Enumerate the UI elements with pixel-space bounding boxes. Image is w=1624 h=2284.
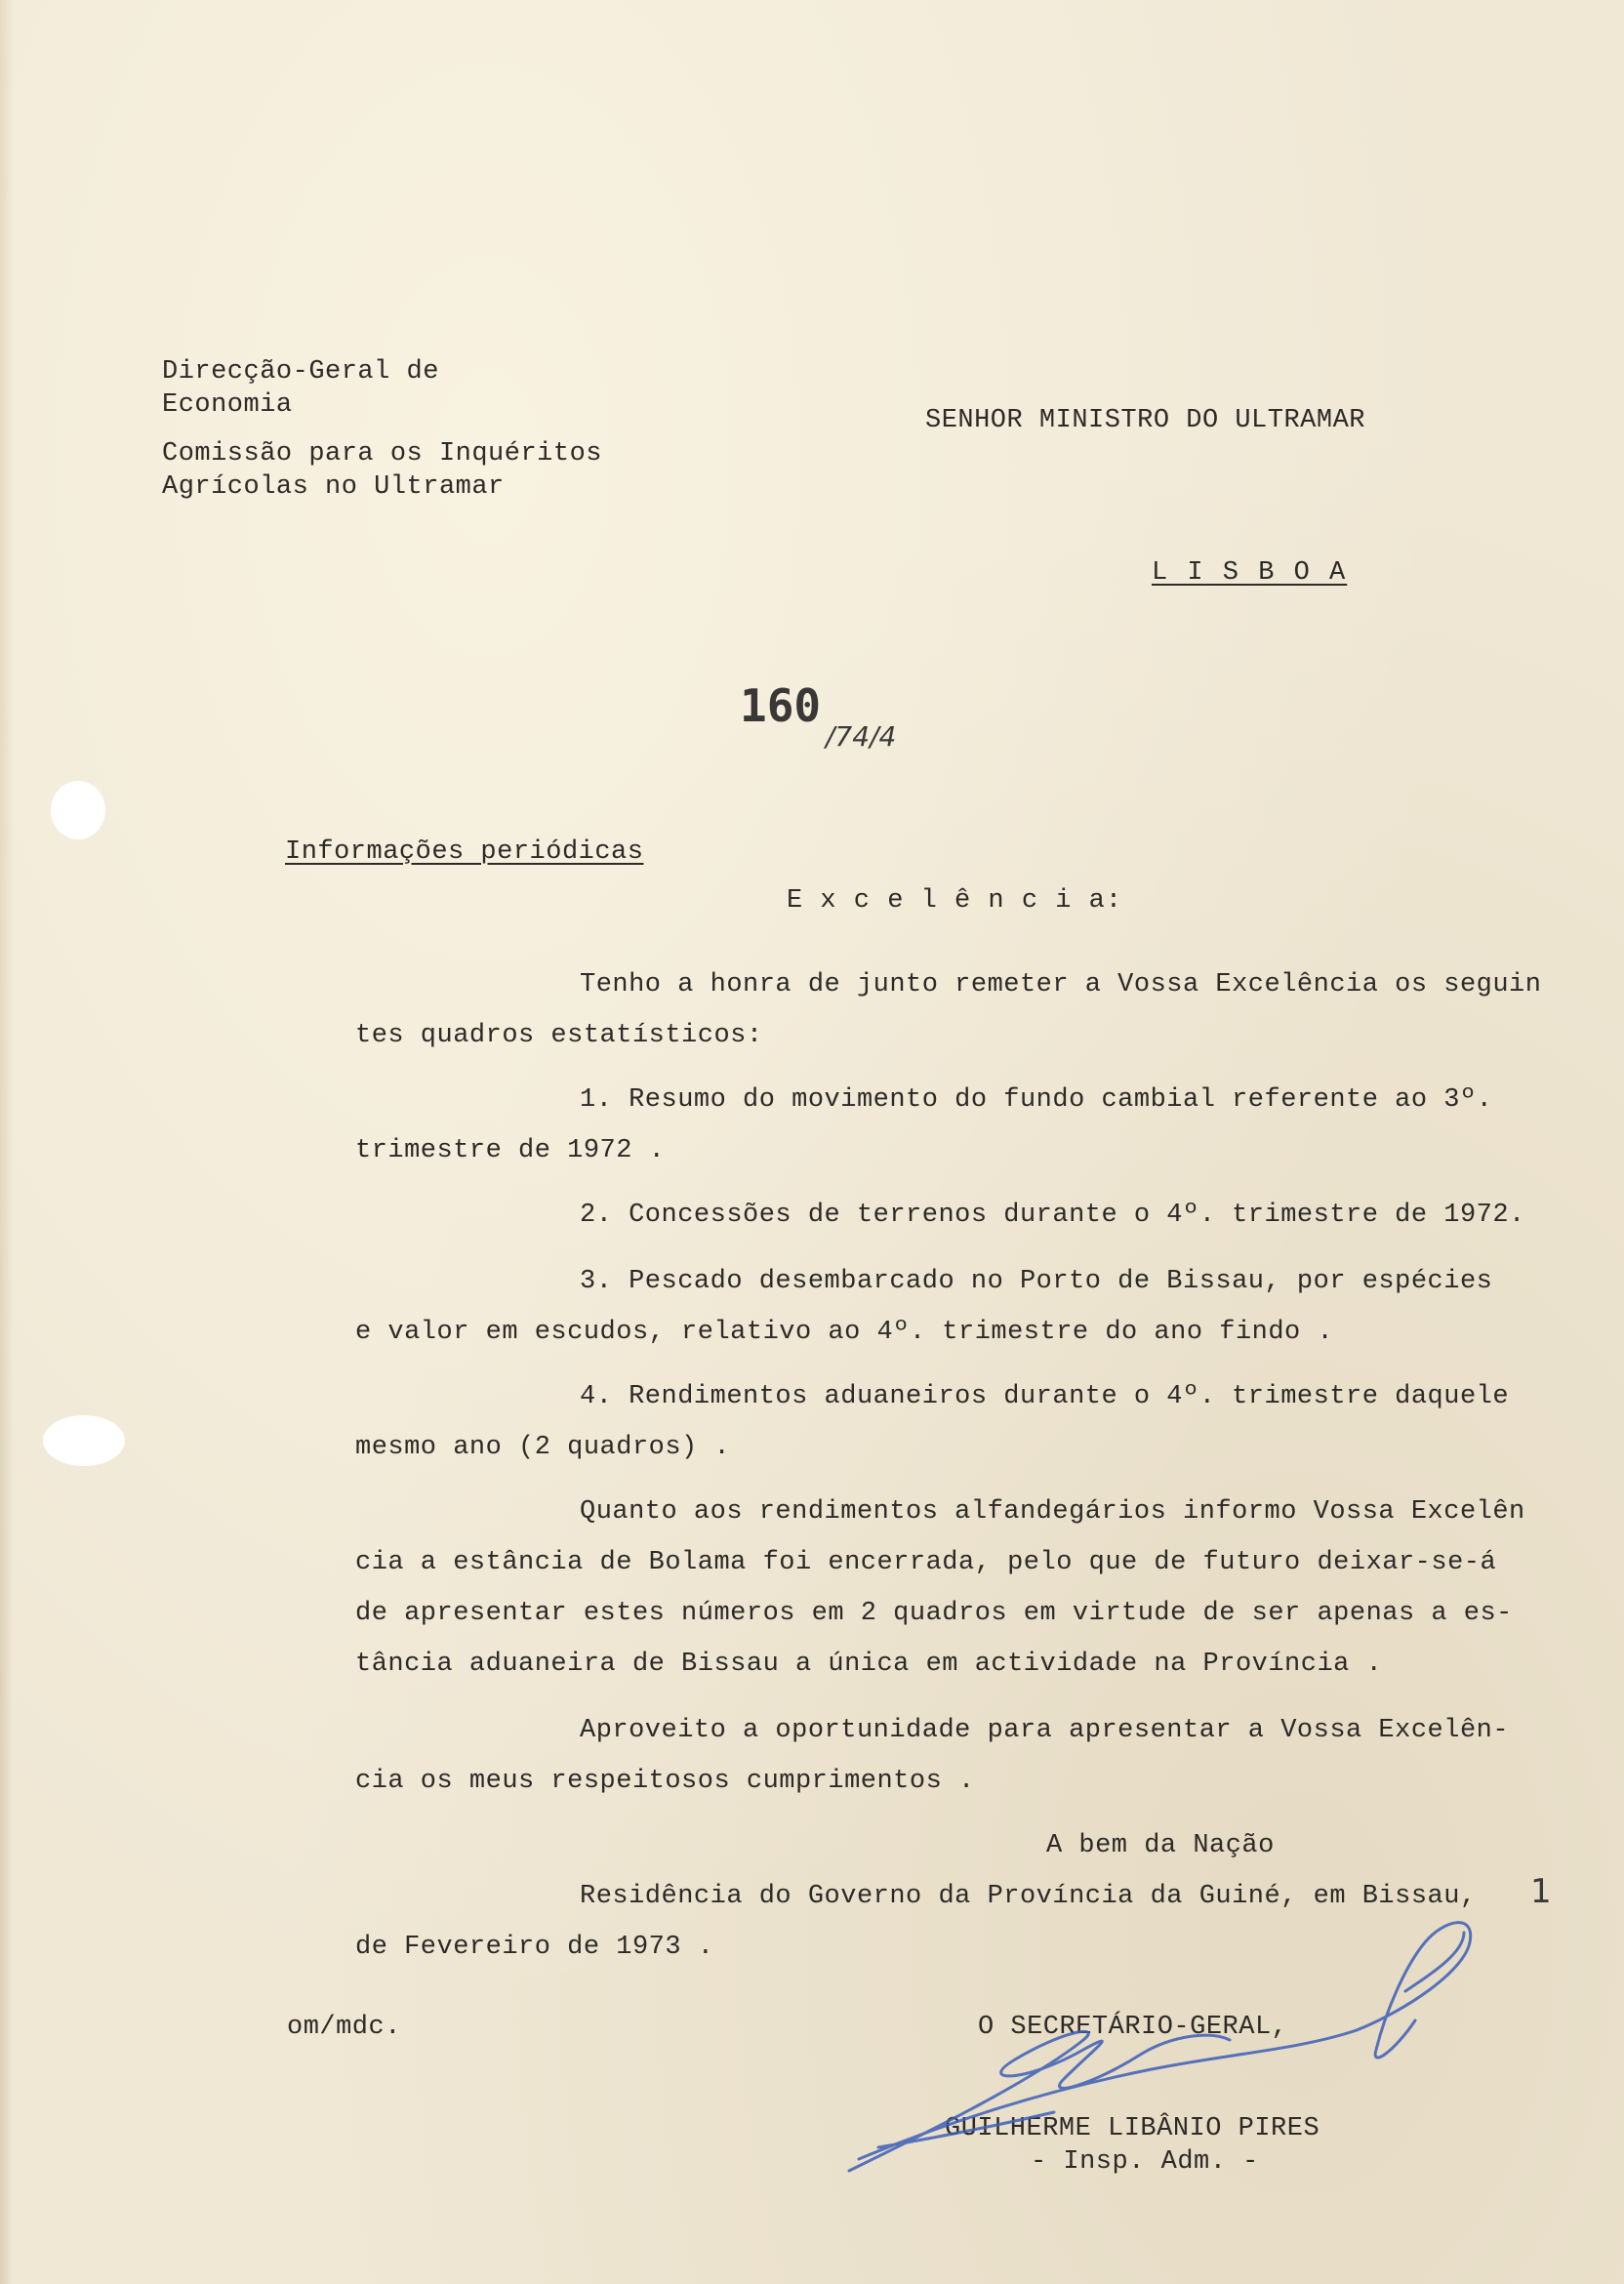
signatory-name: GUILHERME LIBÂNIO PIRES: [945, 2114, 1320, 2143]
para-1-line-1: Quanto aos rendimentos alfandegários informo Vossa Excelên: [580, 1497, 1525, 1527]
intro-line-2: tes quadros estatísticos:: [355, 1021, 763, 1050]
para-1-line-2: cia a estância de Bolama foi encerrada, pelo que de futuro deixar-se-á: [355, 1548, 1497, 1577]
item-2-line-1: 2. Concessões de terrenos durante o 4º. trimestre de 1972.: [580, 1201, 1525, 1230]
item-3-line-2: e valor em escudos, relativo ao 4º. trimestre do ano findo .: [355, 1318, 1334, 1347]
intro-line-1: Tenho a honra de junto remeter a Vossa Excelência os seguin: [580, 970, 1542, 999]
sender-line-1: Direcção-Geral de: [162, 357, 439, 387]
place-line-2: de Fevereiro de 1973 .: [355, 1933, 714, 1962]
punch-hole-top: [51, 781, 105, 839]
signatory-rank: - Insp. Adm. -: [1031, 2147, 1259, 2177]
item-1-line-1: 1. Resumo do movimento do fundo cambial referente ao 3º.: [580, 1085, 1493, 1115]
para-2-line-1: Aproveito a oportunidade para apresentar a Vossa Excelên-: [580, 1716, 1510, 1745]
item-1-line-2: trimestre de 1972 .: [355, 1136, 666, 1165]
para-1-line-3: de apresentar estes números em 2 quadros em virtude de ser apenas a es-: [355, 1599, 1513, 1628]
place-day-handwritten: 1: [1530, 1872, 1552, 1911]
item-3-line-1: 3. Pescado desembarcado no Porto de Bissau, por espécies: [580, 1267, 1493, 1296]
reference-suffix: /74/4: [826, 720, 897, 753]
motto: A bem da Nação: [1046, 1831, 1275, 1860]
item-4-line-2: mesmo ano (2 quadros) .: [355, 1433, 731, 1462]
reference-number: 160: [740, 679, 822, 732]
signatory-title: O SECRETÁRIO-GERAL,: [978, 2013, 1288, 2042]
salutation: E x c e l ê n c i a:: [787, 886, 1123, 916]
sender-line-4: Agrícolas no Ultramar: [162, 472, 505, 502]
sender-line-3: Comissão para os Inquéritos: [162, 439, 602, 469]
subject: Informações periódicas: [285, 837, 644, 867]
city: L I S B O A: [1152, 558, 1348, 588]
para-2-line-2: cia os meus respeitosos cumprimentos .: [355, 1767, 975, 1796]
addressee: SENHOR MINISTRO DO ULTRAMAR: [925, 406, 1365, 435]
item-4-line-1: 4. Rendimentos aduaneiros durante o 4º. trimestre daquele: [580, 1382, 1510, 1411]
place-line-1: Residência do Governo da Província da Guiné, em Bissau,: [580, 1882, 1477, 1911]
typist-initials: om/mdc.: [287, 2013, 401, 2042]
para-1-line-4: tância aduaneira de Bissau a única em actividade na Província .: [355, 1650, 1383, 1679]
sender-line-2: Economia: [162, 390, 293, 420]
punch-hole-bottom: [43, 1415, 125, 1466]
